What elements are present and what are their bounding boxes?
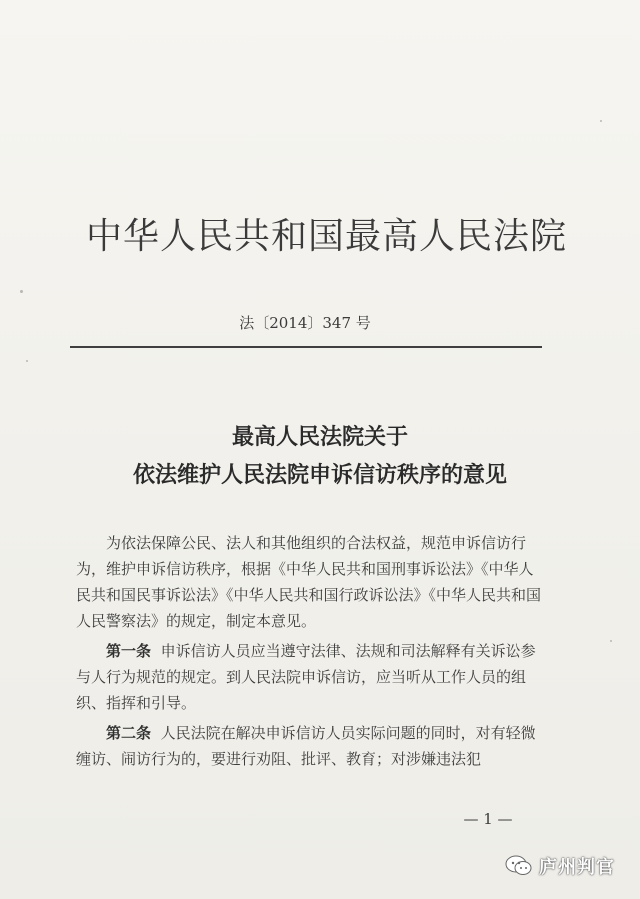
document-title-line-2: 依法维护人民法院申诉信访秩序的意见 [132,463,507,488]
document-body [76,530,546,772]
scan-speck [26,360,28,362]
article-2-label: 第二条 [106,724,152,742]
header-divider [70,346,542,348]
scan-speck [20,290,23,293]
article-2-paragraph [76,720,546,772]
page-number: — 1 — [463,810,513,828]
article-2-text: 人民法院在解决申诉信访人员实际问题的同时，对有轻微缠访、闹访行为的，要进行劝阻、批评、教育；对涉嫌违法犯 [76,724,536,768]
watermark [505,852,615,880]
issuer-header: 中华人民共和国最高人民法院 [86,216,568,257]
watermark-text: 庐州判官 [539,857,615,878]
article-1-label: 第一条 [106,642,152,660]
wechat-icon [505,854,533,878]
article-1-paragraph [76,638,546,716]
scan-speck [600,120,602,122]
document-title-line-1: 最高人民法院关于 [231,425,408,450]
document-number: 法〔2014〕347 号 [239,314,371,332]
preamble-paragraph: 为依法保障公民、法人和其他组织的合法权益，规范申诉信访行为，维护申诉信访秩序，根据《中华人民共和国刑事诉讼法》《中华人民共和国民事诉讼法》《中华人民共和国行政诉讼法》《中华人民共和国人民警察法》的规定，制定本意见。 [76,534,542,630]
scan-speck [610,640,612,642]
article-1-text: 申诉信访人员应当遵守法律、法规和司法解释有关诉讼参与人行为规范的规定。到人民法院申诉信访，应当听从工作人员的组织、指挥和引导。 [76,642,536,712]
